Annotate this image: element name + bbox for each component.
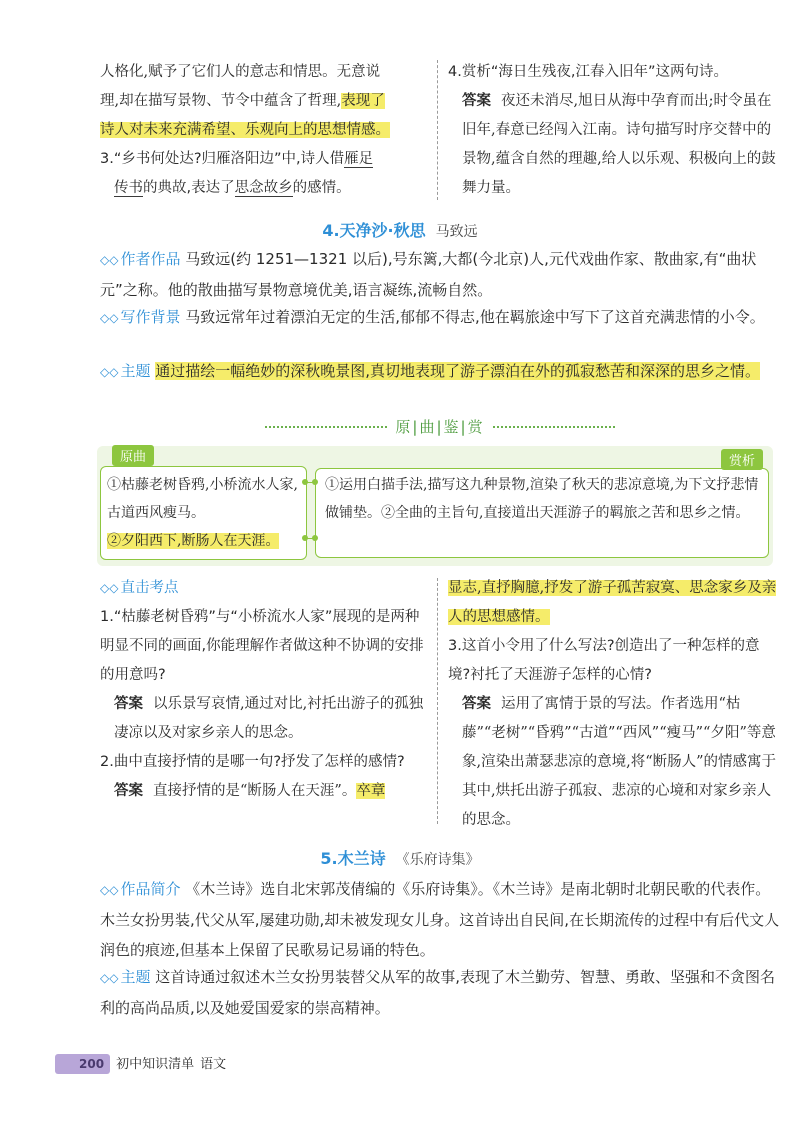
theme-tag xyxy=(100,968,150,986)
answer-1 xyxy=(100,690,428,748)
analysis-label: 赏析 xyxy=(721,449,763,470)
section-title-text: 4.天净沙·秋思 xyxy=(322,221,426,240)
highlight-span: 诗人对未来充满希望、乐观向上的思想情感。 xyxy=(100,122,390,138)
diamond-icon: ◇◇ xyxy=(100,581,119,595)
author-works-text: 马致远(约 1251—1321 以后),号东篱,大都(今北京)人,元代戏曲作家、散曲家,有“曲状元”之称。他的散曲描写景物意境优美,语言凝练,流畅自然。 xyxy=(100,250,757,299)
q3-end: 的感情。 xyxy=(292,180,351,196)
answer-2-continued xyxy=(448,574,778,632)
author-works-tag xyxy=(100,250,180,268)
top-left-column xyxy=(100,58,428,203)
theme-block-5 xyxy=(100,962,780,1023)
background-text: 马致远常年过着漂泊无定的生活,郁郁不得志,他在羁旅途中写下了这首充满悲情的小令。 xyxy=(185,308,765,326)
highlight-span: ②夕阳西下,断肠人在天涯。 xyxy=(107,533,280,549)
appreciation-title: 原|曲|鉴|赏 xyxy=(395,418,485,436)
answer-text: 直接抒情的是“断肠人在天涯”。 xyxy=(153,783,357,799)
section-4-title xyxy=(0,218,800,241)
underlined-answer: 思念故乡 xyxy=(234,180,293,196)
diamond-icon: ◇◇ xyxy=(100,971,119,985)
top-right-column xyxy=(448,58,778,203)
book-title: 初中知识清单 xyxy=(116,1057,195,1072)
original-poem-text xyxy=(107,471,303,555)
q3-mid: 的典故,表达了 xyxy=(143,180,235,196)
work-intro-text: 《木兰诗》选自北宋郭茂倩编的《乐府诗集》。《木兰诗》是南北朝时北朝民歌的代表作。木兰女扮男装,代父从军,屡建功勋,却未被发现女儿身。这首诗出自民间,在长期流传的过程中有后代文人润色的痕迹,但基本上保留了民歌易记易诵的特色。 xyxy=(100,880,780,959)
text-line: 人格化,赋予了它们人的意志和情思。无意说 xyxy=(100,64,381,80)
answer-label: 答案 xyxy=(462,93,491,109)
question-3 xyxy=(100,145,428,203)
section-5-title xyxy=(0,846,800,869)
diamond-icon: ◇◇ xyxy=(100,365,119,379)
answer-label: 答案 xyxy=(114,696,143,712)
section-title-text: 5.木兰诗 xyxy=(320,849,386,868)
question-4: 4.赏析“海日生残夜,江春入旧年”这两句诗。 xyxy=(448,64,728,80)
question-2: 2.曲中直接抒情的是哪一句?抒发了怎样的感情? xyxy=(100,754,405,770)
question-1: 1.“枯藤老树昏鸦”与“小桥流水人家”展现的是两种明显不同的画面,你能理解作者做这种不协调的安排的用意吗? xyxy=(100,609,424,683)
underlined-answer: 雁足 xyxy=(344,151,374,167)
analysis-text: ①运用白描手法,描写这九种景物,渲染了秋天的悲凉意境,为下文抒悲情做铺垫。②全曲的主旨句,直接道出天涯游子的羁旅之苦和思乡之情。 xyxy=(325,477,759,521)
connector-dot xyxy=(312,535,318,541)
poem-line-1: ①枯藤老树昏鸦,小桥流水人家,古道西风瘦马。 xyxy=(107,477,298,521)
answer-4 xyxy=(448,87,778,203)
appreciation-header xyxy=(100,416,780,440)
tag-label: 直击考点 xyxy=(120,580,179,596)
exam-points-left xyxy=(100,574,428,806)
answer-2 xyxy=(100,777,428,806)
original-poem-label: 原曲 xyxy=(112,445,154,466)
answer-label: 答案 xyxy=(462,696,491,712)
exam-points-right xyxy=(448,574,778,835)
tag-label: 主题 xyxy=(120,968,151,986)
tag-label: 作者作品 xyxy=(120,250,181,268)
work-intro-tag xyxy=(100,880,180,898)
section-author: 马致远 xyxy=(435,224,478,240)
section-source: 《乐府诗集》 xyxy=(395,852,480,868)
work-intro-block xyxy=(100,874,780,965)
theme-text: 通过描绘一幅绝妙的深秋晚景图,真切地表现了游子漂泊在外的孤寂愁苦和深深的思乡之情。 xyxy=(155,362,761,380)
subject-label: 语文 xyxy=(200,1057,227,1072)
answer-label: 答案 xyxy=(114,783,143,799)
answer-text: 运用了寓情于景的写法。作者选用“枯藤”“老树”“昏鸦”“古道”“西风”“瘦马”“夕阳”等意象,渲染出萧瑟悲凉的意境,将“断肠人”的情感寓于其中,烘托出游子孤寂、悲凉的心境和对家乡亲人的思念。 xyxy=(462,696,777,828)
underlined-answer: 传书 xyxy=(114,180,143,196)
background-block xyxy=(100,302,780,333)
diamond-icon: ◇◇ xyxy=(100,883,119,897)
poem-line-2 xyxy=(107,527,303,555)
highlight-span: 显志,直抒胸臆,抒发了游子孤苦寂寞、思念家乡及亲人的思想感情。 xyxy=(448,580,777,625)
tag-label: 主题 xyxy=(120,362,151,380)
column-divider xyxy=(437,60,438,200)
text-line xyxy=(100,87,428,116)
text-span: 理,却在描写景物、节令中蕴含了哲理, xyxy=(100,93,342,109)
highlight-span: 表现了 xyxy=(341,93,385,109)
q3-continuation xyxy=(100,174,428,203)
answer-text: 以乐景写哀情,通过对比,衬托出游子的孤独凄凉以及对家乡亲人的思念。 xyxy=(114,696,424,741)
highlight-span: 卒章 xyxy=(356,783,386,799)
q3-prefix: 3.“乡书何处达?归雁洛阳边”中,诗人借 xyxy=(100,151,345,167)
column-divider xyxy=(437,578,438,824)
connector-dot xyxy=(312,479,318,485)
page-number: 200 xyxy=(55,1054,110,1074)
question-3: 3.这首小令用了什么写法?创造出了一种怎样的意境?衬托了天涯游子怎样的心情? xyxy=(448,638,760,683)
answer-3 xyxy=(448,690,778,835)
background-tag xyxy=(100,308,180,326)
theme-text: 这首诗通过叙述木兰女扮男装替父从军的故事,表现了木兰勤劳、智慧、勇敢、坚强和不贪图名利的高尚品质,以及她爱国爱家的崇高精神。 xyxy=(100,968,776,1017)
diamond-icon: ◇◇ xyxy=(100,253,119,267)
diamond-icon: ◇◇ xyxy=(100,311,119,325)
answer-text: 夜还未消尽,旭日从海中孕育而出;时令虽在旧年,春意已经闯入江南。诗句描写时序交替中的景物,蕴含自然的理趣,给人以乐观、积极向上的鼓舞力量。 xyxy=(462,93,776,196)
theme-block xyxy=(100,356,780,387)
text-line xyxy=(100,116,428,145)
theme-tag xyxy=(100,362,150,380)
tag-label: 写作背景 xyxy=(120,308,181,326)
dotted-rule xyxy=(493,426,615,428)
tag-label: 作品简介 xyxy=(120,880,181,898)
dotted-rule xyxy=(265,426,387,428)
author-works-block xyxy=(100,244,780,305)
exam-points-tag xyxy=(100,574,428,603)
page-footer xyxy=(55,1053,255,1075)
